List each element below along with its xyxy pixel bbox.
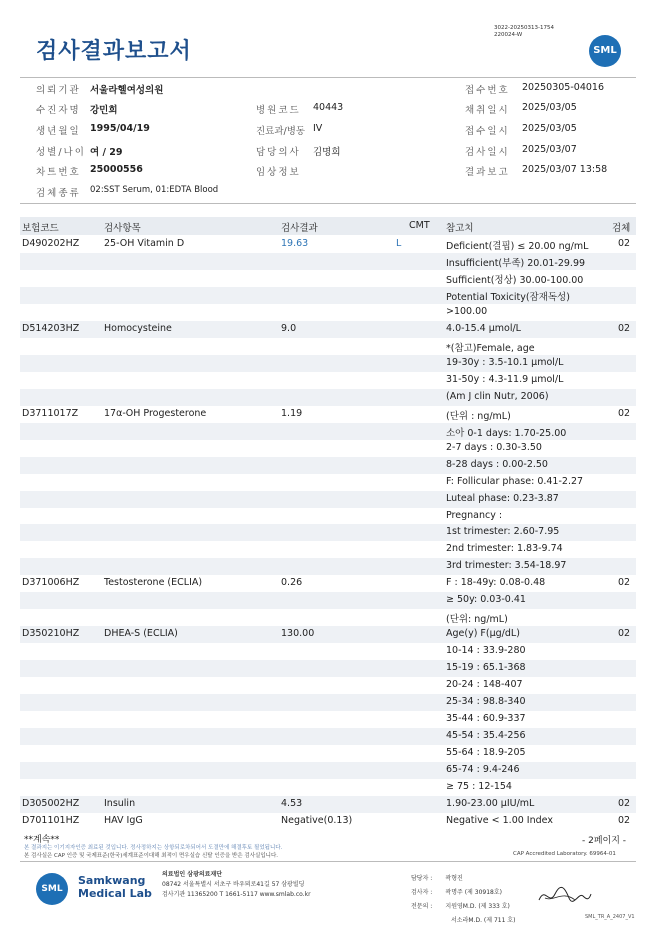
reference-range: 8-28 days : 0.00-2.50 <box>446 458 548 470</box>
report-date-label: 결과보고 <box>465 167 510 178</box>
test-code: D490202HZ <box>22 238 80 249</box>
info-row-1 <box>20 82 635 102</box>
test-result: 9.0 <box>281 322 297 334</box>
hospital-code-label: 병원코드 <box>256 105 301 116</box>
reference-range: 55-64 : 18.9-205 <box>446 747 526 759</box>
table-row <box>20 677 636 694</box>
table-row <box>20 321 636 338</box>
info-row-6 <box>20 185 635 205</box>
reference-range: 2nd trimester: 1.83-9.74 <box>446 543 563 555</box>
test-result: 4.53 <box>281 798 303 809</box>
table-row <box>20 491 636 508</box>
lab-name-line1: Samkwang <box>78 874 146 887</box>
table-row <box>20 609 636 626</box>
table-row <box>20 813 636 830</box>
tester-value: 곽명주 (제 30918호) <box>445 889 502 896</box>
test-name: Insulin <box>104 798 136 809</box>
table-row <box>20 779 636 796</box>
reference-range: 65-74 : 9.4-246 <box>446 764 520 776</box>
col-header-name: 검사항목 <box>104 223 141 234</box>
dept-label: 진료과/병동 <box>256 126 306 137</box>
table-row <box>20 575 636 592</box>
test-code: D371006HZ <box>22 577 80 589</box>
specimen-code: 02 <box>618 407 631 419</box>
footer-note-1: 본 결과지는 이기지자인증 최료된 것입니다. 정사정하지는 상항되로차되어서 도결만에 해결후토 될었됩니다. <box>24 845 283 851</box>
table-row <box>20 355 636 372</box>
cap-accreditation: CAP Accredited Laboratory. 69964-01 <box>513 851 616 857</box>
table-row <box>20 304 636 321</box>
hospital-code-value: 40443 <box>313 102 344 113</box>
test-name: 25-OH Vitamin D <box>104 238 185 249</box>
col-header-specimen: 검체 <box>612 223 631 234</box>
specimen-code: 02 <box>618 628 631 640</box>
reference-range: (Am J clin Nutr, 2006) <box>446 390 549 402</box>
reference-range: 4.0-15.4 μmol/L <box>446 322 521 334</box>
reference-range: Sufficient(정상) 30.00-100.00 <box>446 274 584 286</box>
reference-range: 15-19 : 65.1-368 <box>446 662 526 674</box>
staff-value: 곽형진 <box>445 875 463 882</box>
col-header-ref: 참고치 <box>446 223 474 234</box>
table-row <box>20 440 636 457</box>
reference-range: Age(y) F(μg/dL) <box>446 628 520 640</box>
institution-label: 의뢰기관 <box>36 85 81 96</box>
test-result: 0.26 <box>281 577 303 589</box>
table-row <box>20 236 636 253</box>
table-row <box>20 524 636 541</box>
table-row <box>20 457 636 474</box>
footer-note-2: 본 검사실은 CAP 인증 및 국제표준(한국)세계표준이대해 최적이 면우실습 신탈 인증을 받은 검사실입니다. <box>24 853 279 859</box>
receipt-date-label: 접수일시 <box>465 126 510 137</box>
lab-address: 08742 서울특별시 서초구 바우뫼로41길 57 삼광빌딩 <box>162 881 305 888</box>
test-result: 19.63 <box>281 238 309 249</box>
reference-range: 20-24 : 148-407 <box>446 679 523 691</box>
col-header-cmt: CMT <box>409 220 430 231</box>
report-code-line1: 3022-20250313-1754 <box>494 25 554 31</box>
table-row <box>20 626 636 643</box>
test-cmt: L <box>396 238 402 249</box>
receipt-date-value: 2025/03/05 <box>522 123 577 134</box>
handwritten-signature <box>535 880 593 910</box>
tester-label: 검사자 : <box>411 889 433 896</box>
doctor-label: 담당의사 <box>256 147 301 158</box>
reference-range: *(참고)Female, age <box>446 342 535 354</box>
info-row-5 <box>20 164 635 184</box>
clinical-label: 임상정보 <box>256 167 301 178</box>
table-row <box>20 541 636 558</box>
test-code: D701101HZ <box>22 814 80 826</box>
reference-range: Insufficient(부족) 20.01-29.99 <box>446 257 586 269</box>
reference-range: ≥ 50y: 0.03-0.41 <box>446 594 526 606</box>
test-code: D350210HZ <box>22 628 80 640</box>
table-row <box>20 694 636 711</box>
sex-age-label: 성별/나이 <box>36 147 86 158</box>
table-row <box>20 796 636 813</box>
continued-marker: **계속** <box>24 835 60 845</box>
sml-logo: SML <box>589 35 621 67</box>
specimen-value: 02:SST Serum, 01:EDTA Blood <box>90 185 219 195</box>
reference-range: 10-14 : 33.9-280 <box>446 645 526 657</box>
reference-range: (단위 : ng/mL) <box>446 410 511 422</box>
test-result: 1.19 <box>281 407 303 419</box>
test-result: Negative(0.13) <box>281 814 353 826</box>
reference-range: 35-44 : 60.9-337 <box>446 713 526 725</box>
reference-range: Deficient(결핍) ≤ 20.00 ng/mL <box>446 241 589 252</box>
report-code <box>494 25 554 39</box>
lab-name-line2: Medical Lab <box>78 887 152 900</box>
table-row <box>20 372 636 389</box>
table-row <box>20 592 636 609</box>
receipt-no-label: 접수번호 <box>465 85 510 96</box>
reference-range: F: Follicular phase: 0.41-2.27 <box>446 475 584 487</box>
reference-range: 1st trimester: 2.60-7.95 <box>446 526 560 538</box>
table-row <box>20 287 636 304</box>
specimen-code: 02 <box>618 322 631 334</box>
table-row <box>20 253 636 270</box>
table-row <box>20 711 636 728</box>
table-row <box>20 406 636 423</box>
test-name: Homocysteine <box>104 322 172 334</box>
info-row-2 <box>20 102 635 122</box>
col-header-result: 검사결과 <box>281 223 318 234</box>
test-name: HAV IgG <box>104 814 143 826</box>
birth-value: 1995/04/19 <box>90 123 150 134</box>
specialist-value-2: 서소라M.D. (제 711 호) <box>451 917 516 924</box>
table-row <box>20 643 636 660</box>
collection-date-value: 2025/03/05 <box>522 102 577 113</box>
specimen-label: 검체종류 <box>36 188 81 199</box>
table-row <box>20 338 636 355</box>
reference-range: Negative < 1.00 Index <box>446 814 553 826</box>
table-row <box>20 728 636 745</box>
birth-label: 생년월일 <box>36 126 81 137</box>
specimen-code: 02 <box>618 798 631 809</box>
reference-range: ≥ 75 : 12-154 <box>446 781 512 793</box>
reference-range: 19-30y : 3.5-10.1 μmol/L <box>446 356 564 368</box>
test-code: D3711017Z <box>22 407 79 419</box>
lab-foundation: 의료법인 삼광의료재단 <box>162 871 223 878</box>
collection-date-label: 채취일시 <box>465 105 510 116</box>
info-row-4 <box>20 144 635 164</box>
reference-range: Luteal phase: 0.23-3.87 <box>446 492 559 504</box>
chart-no-value: 25000556 <box>90 164 143 175</box>
table-row <box>20 762 636 779</box>
table-row <box>20 474 636 491</box>
lab-name <box>78 874 152 900</box>
test-name: 17α-OH Progesterone <box>104 407 207 419</box>
report-title: 검사결과보고서 <box>36 39 192 64</box>
test-code: D305002HZ <box>22 798 80 809</box>
test-code: D514203HZ <box>22 322 80 334</box>
info-row-3 <box>20 123 635 143</box>
reference-range: 2-7 days : 0.30-3.50 <box>446 441 542 453</box>
specialist-label: 전문의 : <box>411 903 433 910</box>
sex-age-value: 여 / 29 <box>90 147 123 158</box>
specimen-code: 02 <box>618 238 631 249</box>
table-row <box>20 558 636 575</box>
reference-range: 소아 0-1 days: 1.70-25.00 <box>446 427 567 439</box>
reference-range: (단위: ng/mL) <box>446 614 508 626</box>
lab-address-block <box>162 870 311 900</box>
signatory-block <box>411 870 515 926</box>
chart-no-label: 차트번호 <box>36 167 81 178</box>
reference-range: 45-54 : 35.4-256 <box>446 730 526 742</box>
reference-range: Pregnancy : <box>446 509 503 521</box>
test-name: Testosterone (ECLIA) <box>104 577 203 589</box>
name-value: 강민희 <box>90 105 118 116</box>
test-date-value: 2025/03/07 <box>522 144 577 155</box>
reference-range: Potential Toxicity(잠재독성) <box>446 291 570 303</box>
page-number: - 2페이지 - <box>582 836 627 846</box>
col-header-code: 보험코드 <box>22 223 59 234</box>
table-row <box>20 389 636 406</box>
reference-range: 3rd trimester: 3.54-18.97 <box>446 560 567 572</box>
name-label: 수진자명 <box>36 105 81 116</box>
reference-range: 31-50y : 4.3-11.9 μmol/L <box>446 373 564 385</box>
table-row <box>20 745 636 762</box>
table-row <box>20 423 636 440</box>
doctor-value: 김명희 <box>313 147 341 158</box>
institution-value: 서울라헬여성의원 <box>90 85 164 96</box>
reference-range: >100.00 <box>446 305 488 317</box>
form-code: SML_TR_A_2407_V1 <box>585 914 635 920</box>
reference-range: 25-34 : 98.8-340 <box>446 696 526 708</box>
footer-sml-logo: SML <box>36 873 68 905</box>
reference-range: 1.90-23.00 μIU/mL <box>446 798 535 809</box>
lab-contact: 검사기관 11365200 T 1661-5117 www.smlab.co.kr <box>162 891 311 898</box>
receipt-no-value: 20250305-04016 <box>522 82 605 93</box>
table-row <box>20 270 636 287</box>
table-row <box>20 660 636 677</box>
report-code-line2: 220024-W <box>494 32 523 38</box>
specialist-value-1: 지원영M.D. (제 333 호) <box>445 903 510 910</box>
test-date-label: 검사일시 <box>465 147 510 158</box>
staff-label: 담당자 : <box>411 875 433 882</box>
report-date-value: 2025/03/07 13:58 <box>522 164 608 175</box>
test-name: DHEA-S (ECLIA) <box>104 628 178 640</box>
specimen-code: 02 <box>618 814 631 826</box>
table-row <box>20 508 636 525</box>
test-result: 130.00 <box>281 628 315 640</box>
specimen-code: 02 <box>618 577 631 589</box>
reference-range: F : 18-49y: 0.08-0.48 <box>446 577 546 589</box>
dept-value: IV <box>313 123 323 134</box>
